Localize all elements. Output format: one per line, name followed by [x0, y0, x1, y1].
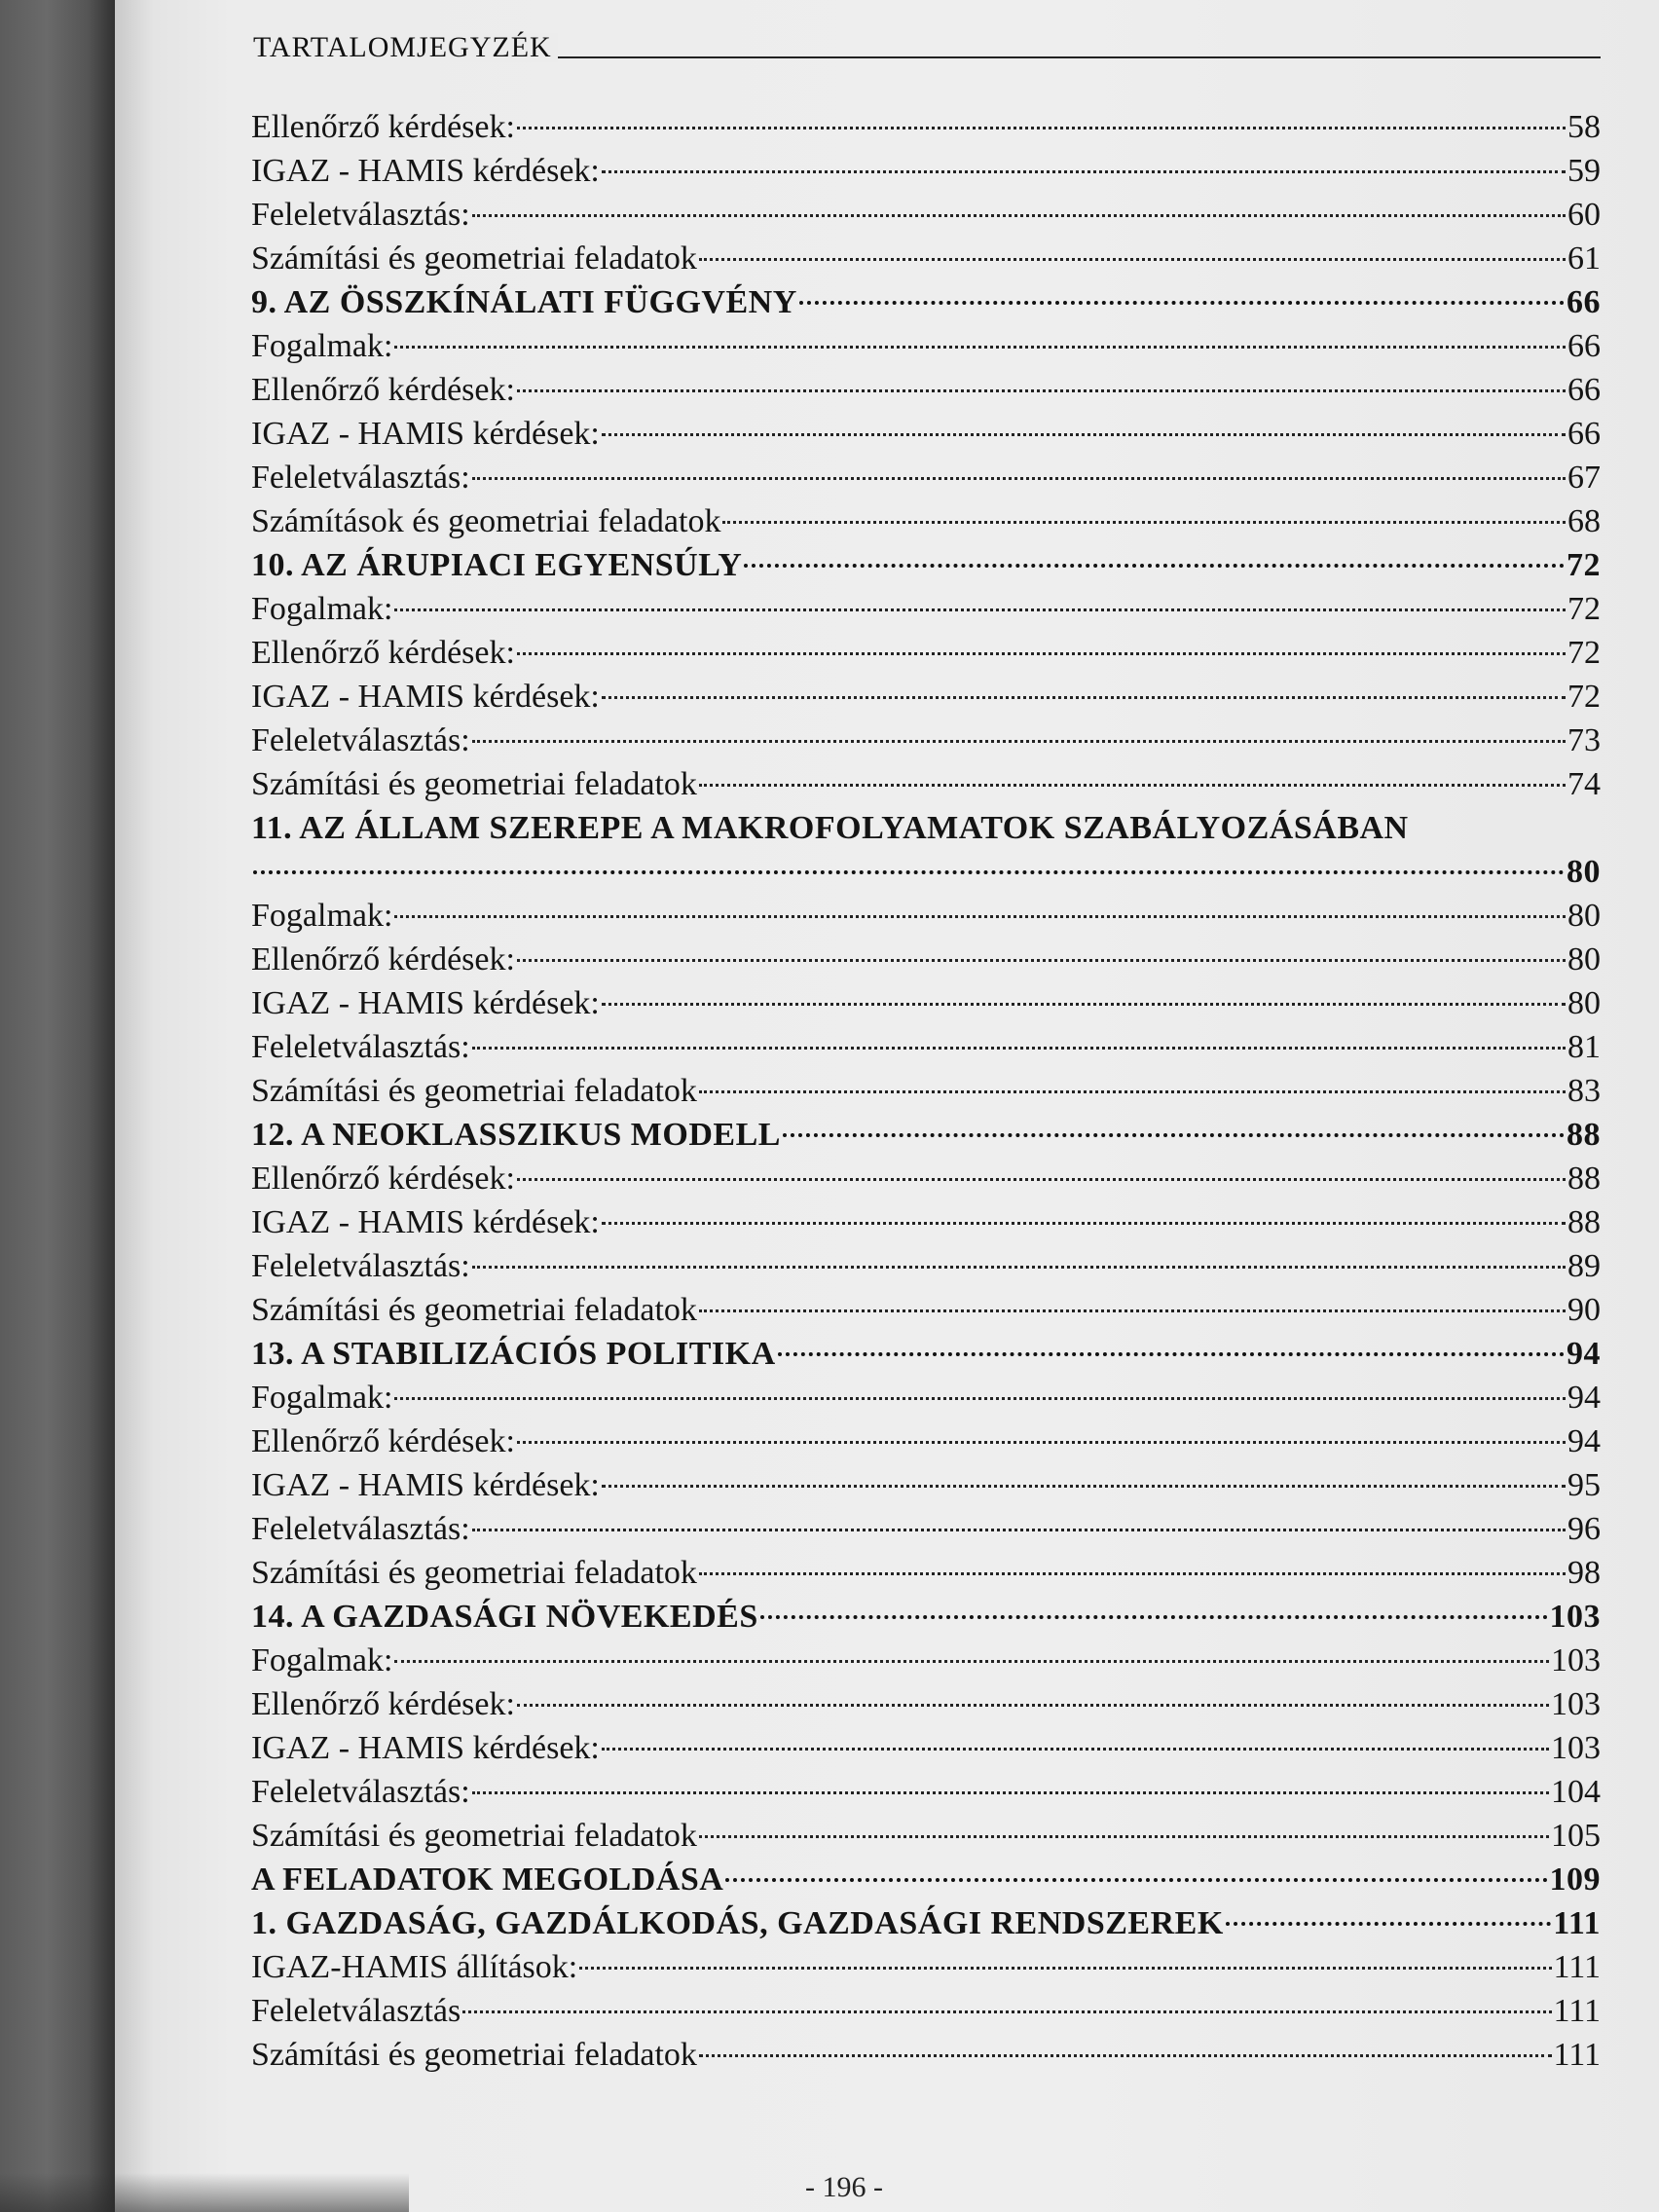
toc-entry-label: IGAZ - HAMIS kérdések: [251, 985, 600, 1021]
dot-leader [517, 127, 1566, 129]
toc-entry [251, 719, 1601, 762]
toc-entry-page: 111 [1553, 1905, 1601, 1941]
toc-entry-label: A FELADATOK MEGOLDÁSA [251, 1862, 724, 1898]
toc-chapter-entry [251, 1332, 1601, 1376]
toc-entry [251, 631, 1601, 675]
toc-entry-label: Ellenőrző kérdések: [251, 1423, 515, 1459]
toc-entry [251, 894, 1601, 938]
dot-leader [722, 521, 1566, 524]
toc-entry-page: 80 [1567, 941, 1601, 977]
toc-entry-label: Fogalmak: [251, 1642, 393, 1678]
toc-entry [251, 499, 1601, 543]
dot-leader [602, 170, 1566, 173]
toc-entry [251, 762, 1601, 806]
toc-entry-page: 88 [1567, 1204, 1601, 1240]
dot-leader [517, 389, 1566, 392]
toc-entry-page: 94 [1567, 1336, 1601, 1372]
toc-entry-page: 68 [1567, 503, 1601, 539]
dot-leader [472, 740, 1566, 743]
toc-entry-label: IGAZ - HAMIS kérdések: [251, 1204, 600, 1240]
toc-entry-page: 103 [1549, 1599, 1601, 1635]
toc-entry-label: Számítási és geometriai feladatok [251, 1073, 697, 1109]
toc-chapter-entry [251, 1113, 1601, 1157]
toc-entry [251, 1989, 1601, 2033]
bottom-shadow [0, 2173, 409, 2212]
toc-entry-label: Feleletválasztás: [251, 197, 470, 233]
toc-chapter-entry [251, 1901, 1601, 1945]
dot-leader [472, 1047, 1566, 1050]
toc-entry-page: 66 [1567, 372, 1601, 408]
dot-leader [744, 564, 1565, 568]
dot-leader [760, 1615, 1548, 1619]
dot-leader [699, 1090, 1566, 1093]
toc-entry-page: 60 [1567, 197, 1601, 233]
dot-leader [517, 1704, 1549, 1707]
toc-entry-page: 59 [1567, 153, 1601, 189]
toc-entry-label: Fogalmak: [251, 328, 393, 364]
toc-entry-page: 111 [1553, 1949, 1601, 1985]
toc-entry-page: 73 [1567, 722, 1601, 758]
toc-entry-label: 14. A GAZDASÁGI NÖVEKEDÉS [251, 1599, 758, 1635]
toc-entry-page: 95 [1567, 1467, 1601, 1503]
toc-chapter-entry [251, 1858, 1601, 1901]
toc-entry [251, 1682, 1601, 1726]
dot-leader [783, 1133, 1565, 1137]
dot-leader [602, 696, 1566, 699]
dot-leader [472, 477, 1566, 480]
toc-entry [251, 1288, 1601, 1332]
dot-leader [394, 346, 1566, 349]
dot-leader [602, 1003, 1566, 1006]
dot-leader [517, 1178, 1566, 1181]
toc-entry-page: 88 [1567, 1117, 1601, 1153]
toc-entry-page: 83 [1567, 1073, 1601, 1109]
dot-leader [394, 1397, 1566, 1400]
toc-entry [251, 1726, 1601, 1770]
toc-entry-label: IGAZ - HAMIS kérdések: [251, 153, 600, 189]
toc-entry-page: 103 [1551, 1642, 1601, 1678]
toc-entry-label: IGAZ - HAMIS kérdések: [251, 1730, 600, 1766]
toc-entry [251, 938, 1601, 981]
toc-entry-page: 98 [1567, 1555, 1601, 1591]
dot-leader [517, 1441, 1566, 1444]
toc-chapter-entry [251, 806, 1601, 850]
toc-entry [251, 456, 1601, 499]
toc-entry-label: 9. AZ ÖSSZKÍNÁLATI FÜGGVÉNY [251, 284, 797, 320]
toc-entry-page: 90 [1567, 1292, 1601, 1328]
dot-leader [699, 1309, 1566, 1312]
toc-entry-label: Feleletválasztás [251, 1993, 461, 2029]
toc-chapter-entry [251, 543, 1601, 587]
toc-entry [251, 1814, 1601, 1858]
toc-entry [251, 324, 1601, 368]
toc-entry-page: 61 [1567, 240, 1601, 276]
toc-entry-page: 66 [1567, 328, 1601, 364]
toc-entry [251, 1376, 1601, 1419]
toc-entry-label: 10. AZ ÁRUPIACI EGYENSÚLY [251, 547, 743, 583]
toc-entry [251, 1200, 1601, 1244]
toc-entry-page: 66 [1567, 284, 1601, 320]
dot-leader [472, 1529, 1566, 1531]
toc-entry-label: IGAZ-HAMIS állítások: [251, 1949, 578, 1985]
toc-entry-label: Feleletválasztás: [251, 460, 470, 496]
dot-leader [472, 1791, 1549, 1794]
dot-leader [602, 1222, 1566, 1225]
toc-entry-label: Feleletválasztás: [251, 1248, 470, 1284]
toc-entry-label: Ellenőrző kérdések: [251, 372, 515, 408]
toc-entry-page: 94 [1567, 1423, 1601, 1459]
toc-entry-page: 89 [1567, 1248, 1601, 1284]
toc-entry-page: 103 [1551, 1730, 1601, 1766]
toc-entry [251, 2033, 1601, 2077]
dot-leader [699, 784, 1566, 787]
toc-entry [251, 1945, 1601, 1989]
toc-entry-page: 105 [1551, 1818, 1601, 1854]
toc-entry [251, 675, 1601, 719]
toc-entry-page: 80 [1567, 985, 1601, 1021]
dot-leader [699, 2054, 1552, 2057]
toc-entry [251, 1157, 1601, 1200]
toc-entry [251, 105, 1601, 149]
toc-entry-label: Ellenőrző kérdések: [251, 635, 515, 671]
toc-entry-label: Ellenőrző kérdések: [251, 1161, 515, 1197]
toc-entry [251, 1244, 1601, 1288]
toc-entry-page: 80 [1567, 898, 1601, 934]
toc-entry [251, 193, 1601, 237]
toc-entry-label: Fogalmak: [251, 1380, 393, 1416]
running-title: TARTALOMJEGYZÉK [253, 33, 558, 62]
toc-entry-label: IGAZ - HAMIS kérdések: [251, 679, 600, 715]
toc-entry-page: 74 [1567, 766, 1601, 802]
toc-entry-label: Feleletválasztás: [251, 1511, 470, 1547]
toc-entry-label: Feleletválasztás: [251, 1029, 470, 1065]
dot-leader [699, 258, 1566, 261]
toc-entry-label: Feleletválasztás: [251, 722, 470, 758]
toc-entry-page: 72 [1567, 635, 1601, 671]
toc-entry-page: 88 [1567, 1161, 1601, 1197]
toc-chapter-entry [251, 1595, 1601, 1639]
toc-entry [251, 1507, 1601, 1551]
toc-entry-label: Számítási és geometriai feladatok [251, 1555, 697, 1591]
toc-entry-page: 66 [1567, 416, 1601, 452]
toc-entry-page: 111 [1553, 2037, 1601, 2073]
toc-entry-label: Számítási és geometriai feladatok [251, 766, 697, 802]
dot-leader [799, 301, 1565, 305]
toc-entry-label: Ellenőrző kérdések: [251, 941, 515, 977]
toc-entry-page: 103 [1551, 1686, 1601, 1722]
toc-entry [251, 1069, 1601, 1113]
dot-leader [517, 652, 1566, 655]
toc-entry [251, 412, 1601, 456]
toc-entry [251, 1419, 1601, 1463]
book-spine-shadow [0, 0, 117, 2212]
dot-leader [602, 1748, 1549, 1751]
dot-leader [602, 433, 1566, 436]
toc-entry-label: Feleletválasztás: [251, 1774, 470, 1810]
toc-entry-label: Számítási és geometriai feladatok [251, 1292, 697, 1328]
dot-leader [699, 1835, 1549, 1838]
toc-entry-label: 1. GAZDASÁG, GAZDÁLKODÁS, GAZDASÁGI RENDSZEREK [251, 1905, 1224, 1941]
toc-entry-label: Ellenőrző kérdések: [251, 109, 515, 145]
dot-leader [1226, 1922, 1551, 1926]
toc-entry-page: 72 [1567, 679, 1601, 715]
toc-entry-page: 80 [1567, 854, 1601, 890]
toc-entry-page: 96 [1567, 1511, 1601, 1547]
dot-leader [778, 1352, 1565, 1356]
toc-chapter-entry-continued [251, 850, 1601, 894]
toc-entry-page: 58 [1567, 109, 1601, 145]
dot-leader [394, 1660, 1549, 1663]
toc-entry-label: 13. A STABILIZÁCIÓS POLITIKA [251, 1336, 776, 1372]
dot-leader [253, 870, 1565, 874]
toc-entry [251, 1463, 1601, 1507]
toc-chapter-entry [251, 280, 1601, 324]
dot-leader [699, 1572, 1566, 1575]
running-header [253, 31, 1601, 64]
page-number: - 196 - [805, 2171, 883, 2203]
toc-entry-label: Ellenőrző kérdések: [251, 1686, 515, 1722]
toc-entry [251, 981, 1601, 1025]
toc-entry-label: IGAZ - HAMIS kérdések: [251, 1467, 600, 1503]
toc-entry-label: Számítási és geometriai feladatok [251, 1818, 697, 1854]
toc-entry [251, 149, 1601, 193]
toc-entry-label: Fogalmak: [251, 898, 393, 934]
toc-entry-label: Számítási és geometriai feladatok [251, 2037, 697, 2073]
toc-entry-label: 11. AZ ÁLLAM SZEREPE A MAKROFOLYAMATOK SZABÁLYOZÁSÁBAN [251, 810, 1409, 846]
dot-leader [394, 608, 1566, 611]
table-of-contents [251, 105, 1601, 2077]
toc-entry-page: 72 [1567, 591, 1601, 627]
toc-entry-page: 72 [1567, 547, 1601, 583]
dot-leader [725, 1878, 1547, 1882]
toc-entry [251, 1025, 1601, 1069]
toc-entry-page: 94 [1567, 1380, 1601, 1416]
dot-leader [472, 1266, 1566, 1269]
toc-entry-label: Fogalmak: [251, 591, 393, 627]
dot-leader [472, 214, 1566, 217]
toc-entry-label: Számítási és geometriai feladatok [251, 240, 697, 276]
dot-leader [394, 915, 1566, 918]
toc-entry [251, 1770, 1601, 1814]
toc-entry-label: 12. A NEOKLASSZIKUS MODELL [251, 1117, 781, 1153]
dot-leader [579, 1967, 1551, 1970]
dot-leader [602, 1485, 1566, 1488]
toc-entry-page: 111 [1553, 1993, 1601, 2029]
toc-entry [251, 368, 1601, 412]
toc-entry-page: 104 [1551, 1774, 1601, 1810]
toc-entry [251, 237, 1601, 280]
toc-entry-label: IGAZ - HAMIS kérdések: [251, 416, 600, 452]
dot-leader [517, 959, 1566, 962]
toc-entry [251, 1639, 1601, 1682]
toc-entry [251, 1551, 1601, 1595]
toc-entry [251, 587, 1601, 631]
toc-entry-page: 109 [1549, 1862, 1601, 1898]
dot-leader [462, 2010, 1551, 2013]
toc-entry-page: 67 [1567, 460, 1601, 496]
toc-entry-label: Számítások és geometriai feladatok [251, 503, 721, 539]
toc-entry-page: 81 [1567, 1029, 1601, 1065]
